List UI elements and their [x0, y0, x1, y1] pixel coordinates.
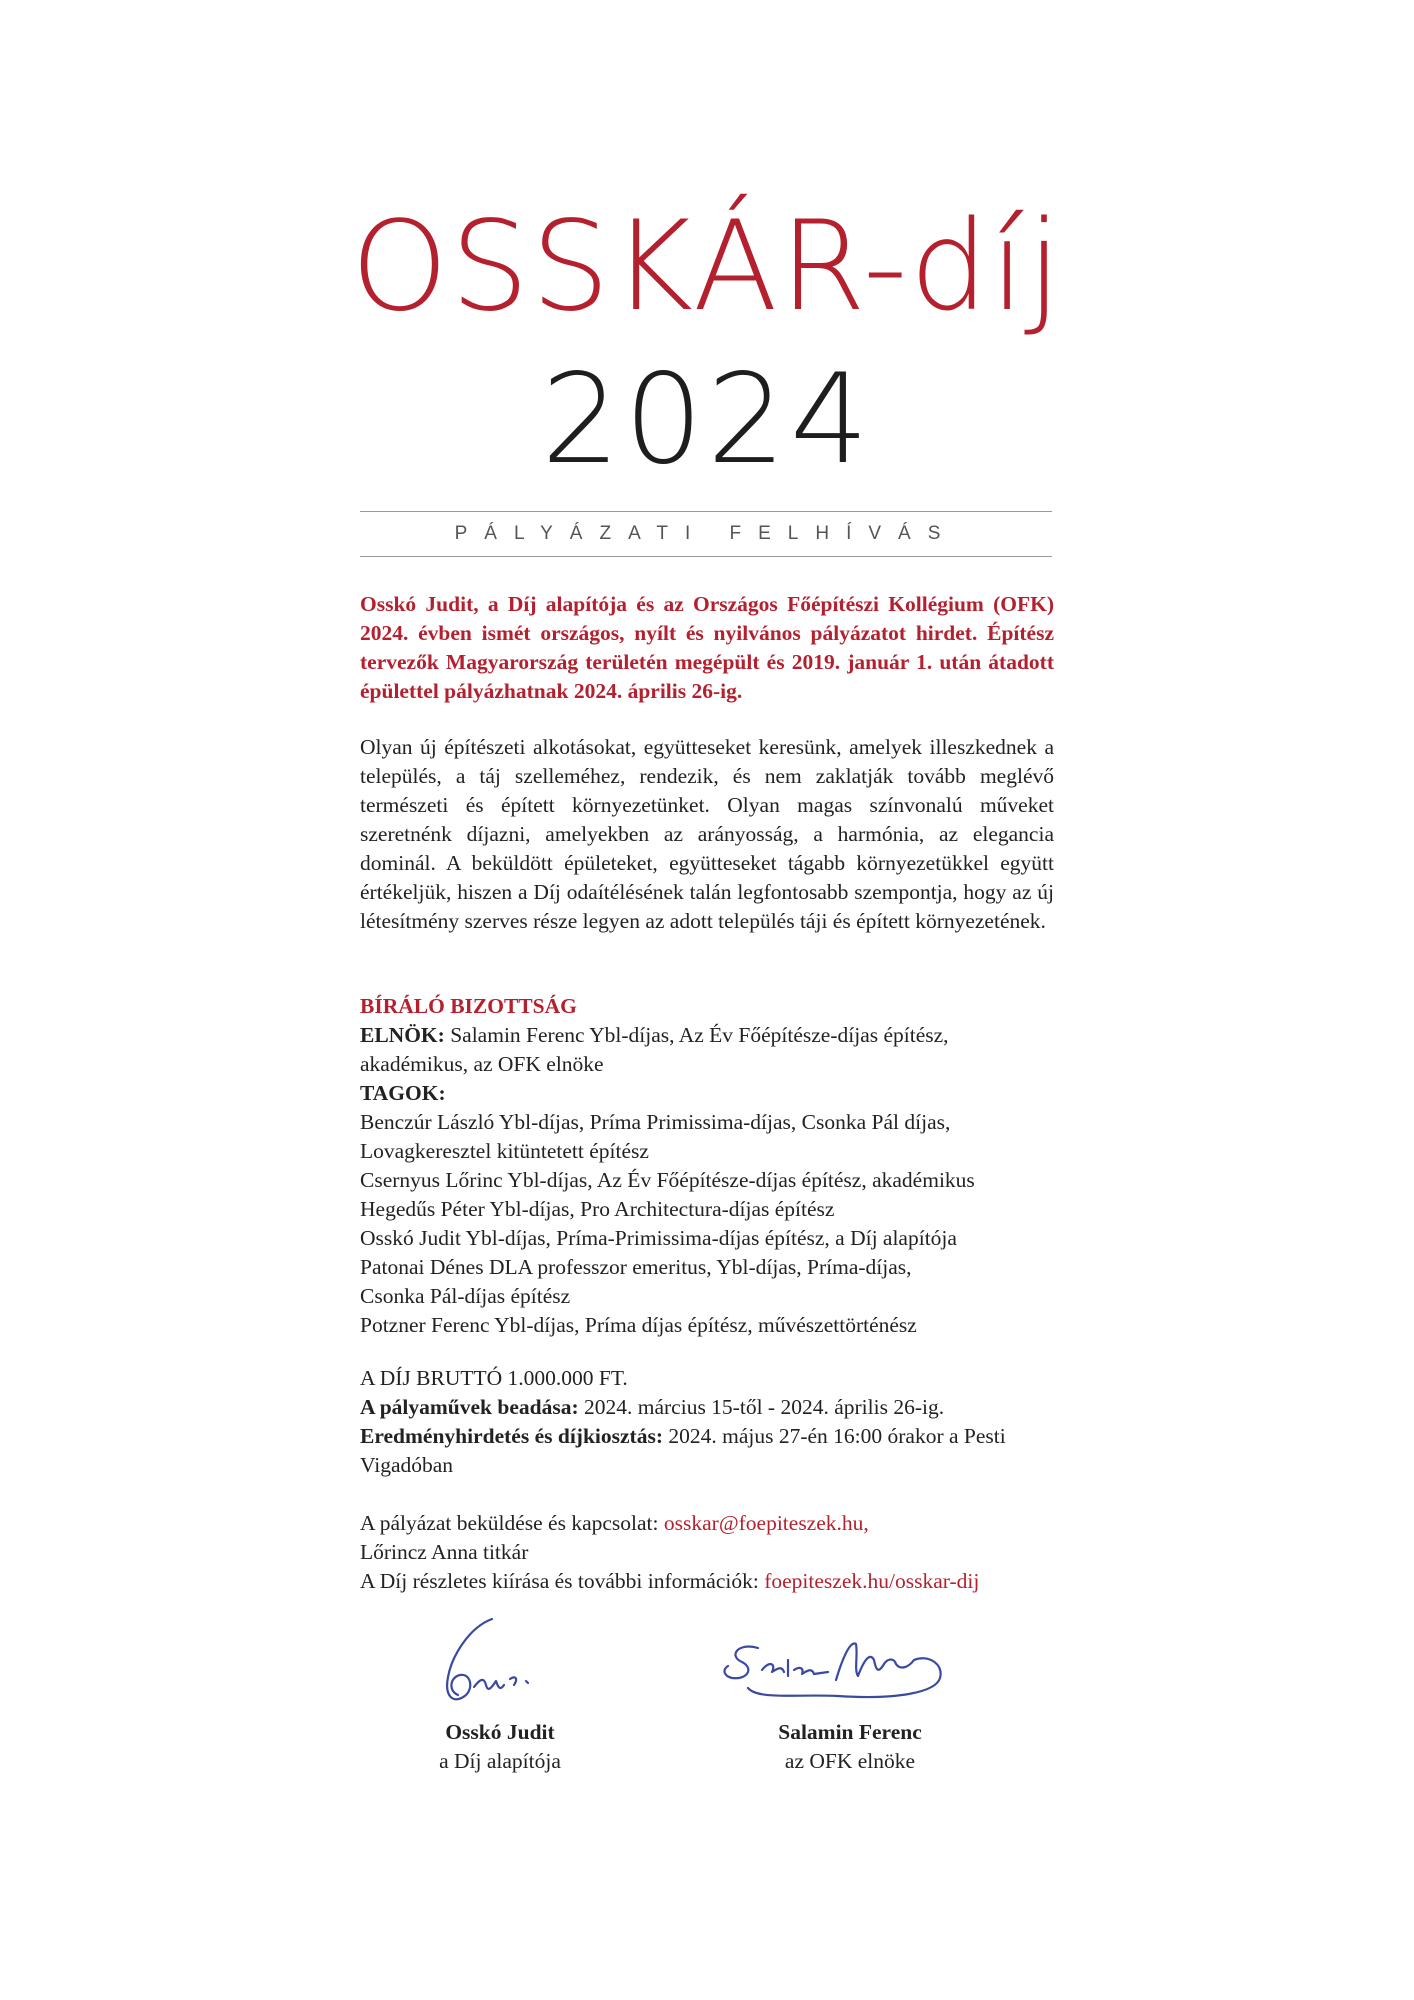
document-subtitle: PÁLYÁZATI FELHÍVÁS: [454, 523, 958, 544]
members-label: TAGOK:: [360, 1081, 446, 1105]
signatory-title: az OFK elnöke: [784, 1749, 916, 1773]
member-line: Osskó Judit Ybl-díjas, Príma-Primissima-díjas építész, a Díj alapítója: [360, 1226, 957, 1250]
award-year: 2024: [541, 348, 873, 492]
intro-text: Osskó Judit, a Díj alapítója és az Országos Főépítészi Kollégium (OFK) 2024. évben ismét országos, nyílt és nyilvános pályázatot hirdet. Építész tervezők Magyarország területén megépült és 2019. január 1. után átadott épülettel pályázhatnak 2024. április 26-ig.: [360, 592, 1054, 703]
signature-block-salamin: [720, 1718, 980, 1776]
chair-text: Salamin Ferenc Ybl-díjas, Az Év Főépítésze-díjas építész,: [450, 1023, 949, 1047]
member-line: Hegedűs Péter Ybl-díjas, Pro Architectura-díjas építész: [360, 1197, 835, 1221]
submission-dates: 2024. március 15-től - 2024. április 26-ig.: [584, 1395, 945, 1419]
results-announcement: [360, 1422, 1054, 1451]
prize-section: [360, 1364, 1054, 1480]
info-line: [360, 1567, 1054, 1596]
info-label: A Díj részletes kiírása és további információk:: [360, 1569, 759, 1593]
results-text: 2024. május 27-én 16:00 órakor a Pesti: [668, 1424, 1006, 1448]
contact-label: A pályázat beküldése és kapcsolat:: [360, 1511, 659, 1535]
signatory-name: Osskó Judit: [445, 1720, 555, 1744]
contact-section: [360, 1509, 1054, 1596]
member-line: Patonai Dénes DLA professzor emeritus, Ybl-díjas, Príma-díjas,: [360, 1255, 912, 1279]
award-title: OSSKÁR-díj: [350, 195, 1064, 339]
member-line: Csonka Pál-díjas építész: [360, 1284, 571, 1308]
description-text: Olyan új építészeti alkotásokat, együtteseket keresünk, amelyek illeszkednek a település, a táj szelleméhez, rendezik, és nem zaklatják tovább meglévő természeti és épített környezetünket. Olyan magas színvonalú műveket szeretnénk díjazni, amelyekben az arányosság, a harmónia, az elegancia dominál. A beküldött épületeket, együtteseket tágabb környezetükkel együtt értékeljük, hiszen a Díj odaítélésének talán legfontosabb szempontja, hogy az új létesítmény szerves része legyen az adott település táji és épített környezetének.: [360, 735, 1054, 933]
submission-label: A pályaművek beadása:: [360, 1395, 579, 1419]
signatory-name: Salamin Ferenc: [778, 1720, 922, 1744]
bottom-divider: [360, 556, 1052, 557]
intro-paragraph: [360, 590, 1054, 706]
description-paragraph: [360, 733, 1054, 936]
email-link[interactable]: osskar@foepiteszek.hu,: [663, 1511, 869, 1535]
signature-salamin-ferenc: [718, 1630, 958, 1720]
results-label: Eredményhirdetés és díjkiosztás:: [360, 1424, 663, 1448]
website-link[interactable]: foepiteszek.hu/osskar-dij: [764, 1569, 980, 1593]
member-line: Csernyus Lőrinc Ybl-díjas, Az Év Főépítésze-díjas építész, akadémikus: [360, 1168, 975, 1192]
signature-osko-judit: [430, 1615, 560, 1715]
member-line: Lovagkeresztel kitüntetett építész: [360, 1139, 649, 1163]
jury-section: [360, 992, 1054, 1340]
results-cont: Vigadóban: [360, 1453, 454, 1477]
signature-block-osko: [380, 1718, 620, 1776]
member-line: Potzner Ferenc Ybl-díjas, Príma díjas építész, művészettörténész: [360, 1313, 917, 1337]
jury-chair-cont: akadémikus, az OFK elnöke: [360, 1052, 604, 1076]
top-divider: [360, 511, 1052, 512]
jury-heading: BÍRÁLÓ BIZOTTSÁG: [360, 994, 577, 1018]
contact-person: Lőrincz Anna titkár: [360, 1540, 529, 1564]
signatory-title: a Díj alapítója: [439, 1749, 561, 1773]
chair-label: ELNÖK:: [360, 1023, 445, 1047]
member-line: Benczúr László Ybl-díjas, Príma Primissima-díjas, Csonka Pál díjas,: [360, 1110, 951, 1134]
submission-period: [360, 1393, 1054, 1422]
contact-line: [360, 1509, 1054, 1538]
prize-amount: A DÍJ BRUTTÓ 1.000.000 FT.: [360, 1366, 628, 1390]
jury-chair: [360, 1021, 1054, 1050]
